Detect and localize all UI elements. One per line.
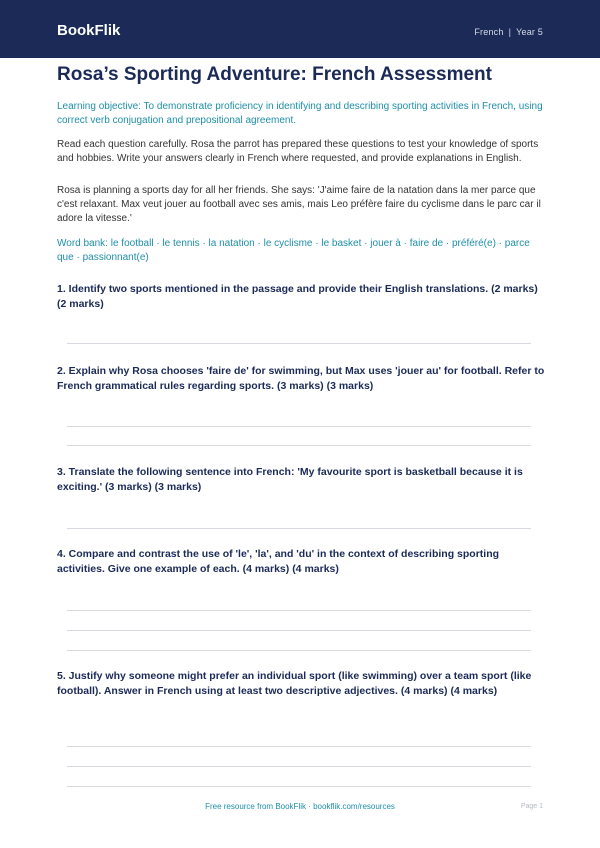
page-header [0, 0, 600, 58]
subject-year-label [474, 27, 543, 37]
answer-line[interactable] [67, 766, 531, 767]
answer-line[interactable] [67, 610, 531, 611]
instructions: Read each question carefully. Rosa the parrot has prepared these questions to test your knowledge of sports and hobbies. Write your answers clearly in French where requested, and provide explanations in English. [57, 139, 539, 164]
answer-line[interactable] [67, 528, 531, 529]
question-2: 2. Explain why Rosa chooses 'faire de' for swimming, but Max uses 'jouer au' for football. Refer to French grammatical rules regarding sports. (3 marks) (3 marks) [57, 365, 545, 392]
meta-separator: | [508, 27, 512, 37]
question-5: 5. Justify why someone might prefer an individual sport (like swimming) over a team sport (like football). Answer in French using at least two descriptive adjectives. (4 marks) (4 marks) [57, 670, 532, 697]
learning-objective: Learning objective: To demonstrate proficiency in identifying and describing sporting activities in French, using correct verb conjugation and prepositional agreement. [57, 101, 543, 126]
word-bank: Word bank: le football · le tennis · la natation · le cyclisme · le basket · jouer à · faire de · préféré(e) · parce que · passionnant(e) [57, 238, 530, 263]
question-3: 3. Translate the following sentence into French: 'My favourite sport is basketball because it is exciting.' (3 marks) (3 marks) [57, 466, 523, 493]
brand-logo[interactable]: BookFlik [57, 22, 121, 39]
answer-line[interactable] [67, 630, 531, 631]
answer-line[interactable] [67, 445, 531, 446]
answer-line[interactable] [67, 426, 531, 427]
answer-line[interactable] [67, 786, 531, 787]
answer-line[interactable] [67, 746, 531, 747]
question-4: 4. Compare and contrast the use of 'le', 'la', and 'du' in the context of describing sporting activities. Give one example of each. (4 marks) (4 marks) [57, 548, 500, 575]
year-label: Year 5 [516, 27, 543, 37]
footer-link[interactable]: Free resource from BookFlik · bookflik.com/resources [205, 802, 395, 811]
page-title: Rosa’s Sporting Adventure: French Assessment [57, 64, 492, 85]
subject-label: French [474, 27, 504, 37]
question-1: 1. Identify two sports mentioned in the passage and provide their English translations. (2 marks) (2 marks) [57, 283, 538, 310]
answer-line[interactable] [67, 650, 531, 651]
page-number: Page 1 [520, 803, 543, 810]
answer-line[interactable] [67, 343, 531, 344]
reading-passage: Rosa is planning a sports day for all her friends. She says: 'J'aime faire de la natation dans la mer parce que c'est relaxant. Max veut jouer au football avec ses amis, mais Leo préfère faire du cyclisme dans le parc car il adore la vitesse.' [57, 185, 541, 224]
